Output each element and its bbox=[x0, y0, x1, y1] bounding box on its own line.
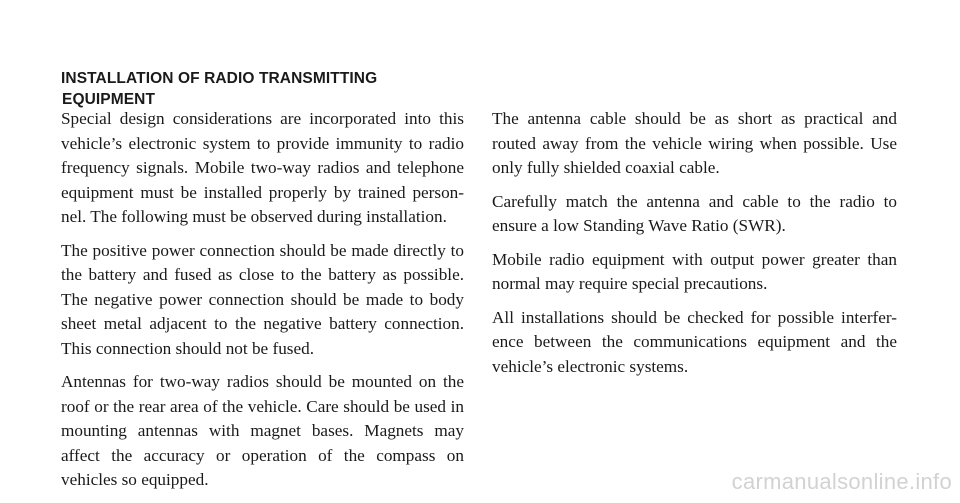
watermark-text: carmanualsonline.info bbox=[731, 469, 952, 494]
paragraph: All installations should be checked for possible interfer-ence between the communications equipment and the vehicle’s electronic systems. bbox=[492, 307, 897, 376]
section-heading-line2: EQUIPMENT bbox=[62, 91, 156, 108]
left-text-column bbox=[61, 107, 464, 502]
paragraph: Mobile radio equipment with output power greater than normal may require special precautions. bbox=[492, 249, 897, 293]
paragraph: Carefully match the antenna and cable to the radio to ensure a low Standing Wave Ratio (SWR). bbox=[492, 191, 897, 235]
section-heading-line1: INSTALLATION OF RADIO TRANSMITTING bbox=[61, 70, 378, 87]
section-heading bbox=[61, 68, 461, 110]
paragraph: Special design considerations are incorporated into this vehicle’s electronic system to provide immunity to radio frequency signals. Mobile two-way radios and telephone equipment must be installed properly by trained person-nel. The following must be observed during installation. bbox=[61, 109, 464, 226]
right-text-column bbox=[492, 107, 897, 388]
paragraph: The antenna cable should be as short as practical and routed away from the vehicle wiring when possible. Use only fully shielded coaxial cable. bbox=[492, 109, 897, 177]
paragraph: Antennas for two-way radios should be mounted on the roof or the rear area of the vehicle. Care should be used in mounting antennas with magnet bases. Magnets may affect the accuracy or operation of the compass on vehicles so equipped. bbox=[61, 372, 464, 489]
paragraph: The positive power connection should be made directly to the battery and fused as close to the battery as possible. The negative power connection should be made to body sheet metal adjacent to the negative battery connection. This connection should not be fused. bbox=[61, 240, 464, 358]
